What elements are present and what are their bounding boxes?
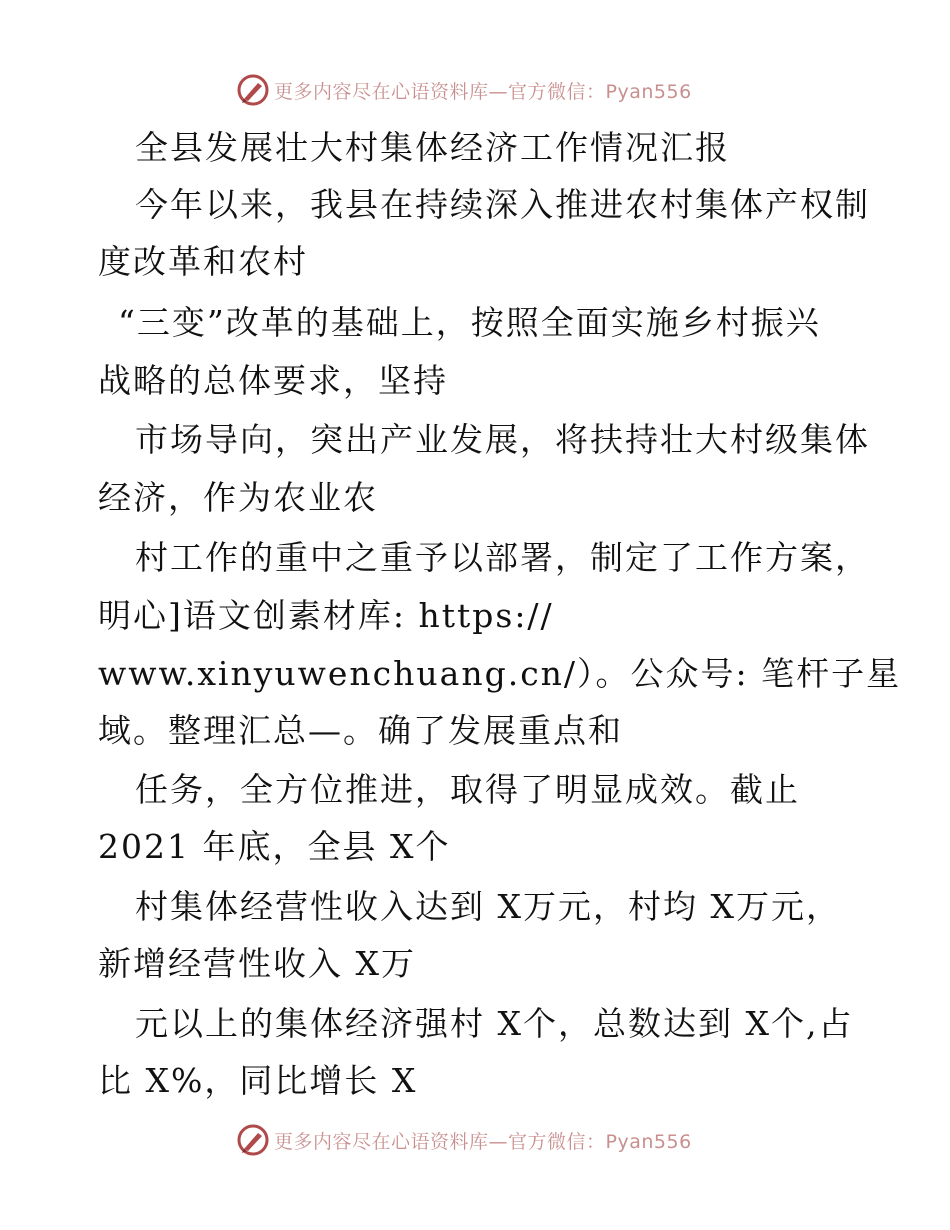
paragraph-line: 村工作的重中之重予以部署，制定了工作方案， [135, 538, 870, 577]
paragraph-line: 域。整理汇总—。确了发展重点和 [98, 711, 623, 750]
paragraph-line: 战略的总体要求，坚持 [98, 361, 448, 400]
paragraph-line: 元以上的集体经济强村 X个，总数达到 X个,占 [135, 1004, 854, 1043]
watermark-text: 更多内容尽在心语资料库—官方微信：Pyan556 [274, 80, 692, 103]
paragraph-line: 村集体经营性收入达到 X万元，村均 X万元， [135, 887, 841, 926]
paragraph-line: 经济，作为农业农 [98, 478, 378, 517]
paragraph-line: 任务，全方位推进，取得了明显成效。截止 [135, 770, 800, 809]
paragraph-line: 明心]语文创素材库: https:// [98, 596, 554, 635]
paragraph-line: “三变”改革的基础上，按照全面实施乡村振兴 [118, 303, 821, 342]
paragraph-line: 新增经营性收入 X万 [98, 944, 416, 983]
paragraph-line: 度改革和农村 [98, 242, 308, 281]
paragraph-line: 市场导向，突出产业发展，将扶持壮大村级集体 [135, 420, 870, 459]
footer-watermark-banner [236, 1122, 692, 1158]
document-title: 全县发展壮大村集体经济工作情况汇报 [135, 128, 730, 167]
pen-circle-logo-icon [236, 1123, 270, 1157]
paragraph-line: 比 X%，同比增长 X [98, 1061, 418, 1100]
paragraph-line: 今年以来，我县在持续深入推进农村集体产权制 [135, 185, 870, 224]
paragraph-line: 2021 年底，全县 X个 [98, 827, 451, 866]
paragraph-line: www.xinyuwenchuang.cn/）。公众号: 笔杆子星 [98, 654, 902, 693]
watermark-text: 更多内容尽在心语资料库—官方微信：Pyan556 [274, 1130, 692, 1153]
